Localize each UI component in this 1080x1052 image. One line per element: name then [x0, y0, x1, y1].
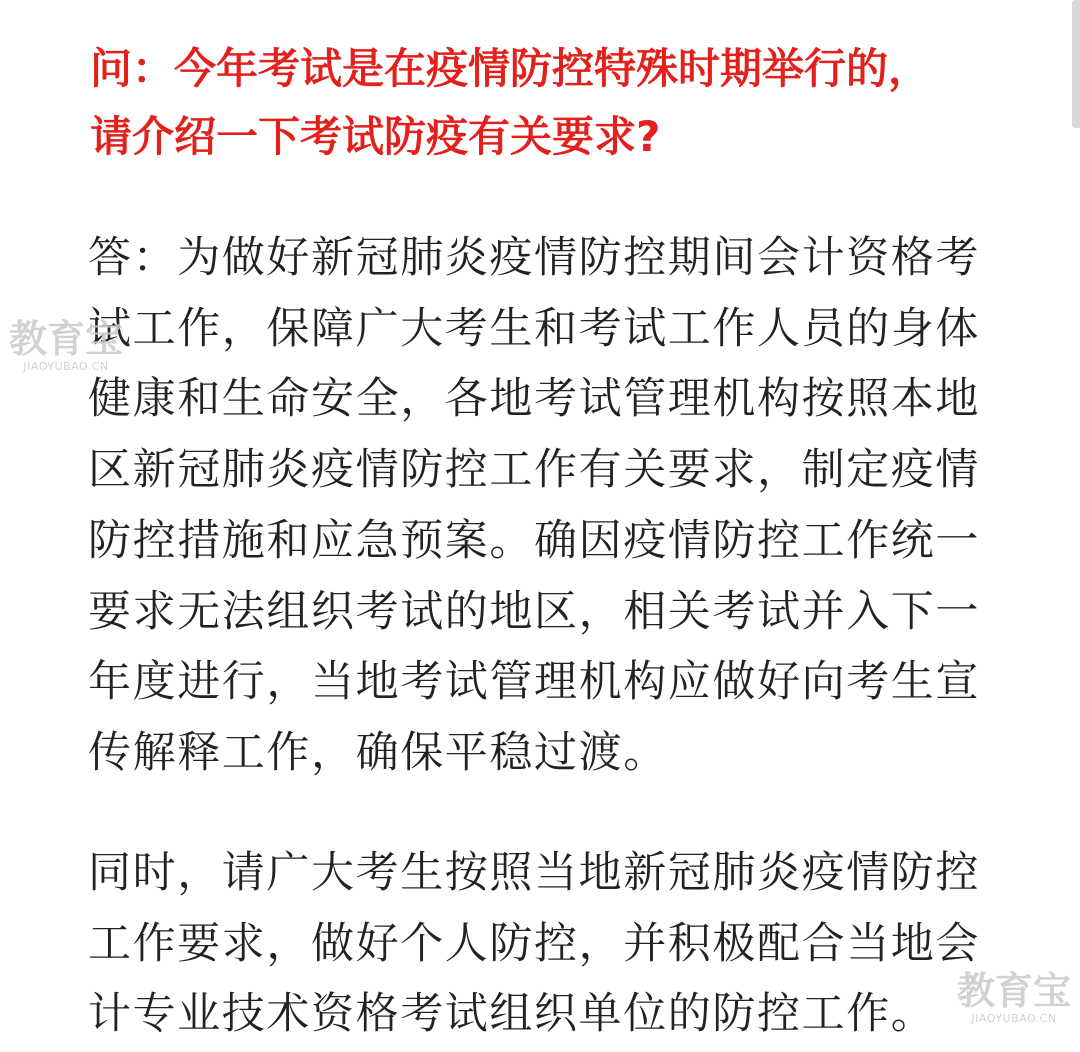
answer-paragraph	[88, 223, 980, 789]
question-line: 问：今年考试是在疫情防控特殊时期举行的，	[90, 44, 931, 93]
watermark-url-text: JIAOYUBAO.CN	[971, 1012, 1057, 1025]
closing-line: 计专业技术资格考试组织单位的防控工作。	[88, 989, 936, 1040]
question-line: 请介绍一下考试防疫有关要求?	[90, 112, 661, 161]
answer-line: 传解释工作，确保平稳过渡。	[88, 727, 668, 778]
answer-line: 防控措施和应急预案。确因疫情防控工作统一	[88, 515, 980, 566]
closing-paragraph	[88, 838, 980, 1050]
scroll-indicator[interactable]	[1072, 0, 1080, 128]
watermark-url-text: JIAOYUBAO.CN	[23, 360, 109, 373]
answer-line: 要求无法组织考试的地区，相关考试并入下一	[88, 586, 980, 637]
answer-line: 区新冠肺炎疫情防控工作有关要求，制定疫情	[88, 445, 980, 496]
watermark-logo-text: 教育宝	[956, 969, 1071, 1013]
watermark-logo	[0, 318, 132, 374]
answer-line: 答：为做好新冠肺炎疫情防控期间会计资格考	[88, 233, 980, 283]
answer-line: 试工作，保障广大考生和考试工作人员的身体	[88, 303, 980, 354]
watermark-logo	[948, 970, 1080, 1026]
closing-line: 工作要求，做好个人防控，并积极配合当地会	[88, 918, 980, 969]
answer-line: 年度进行，当地考试管理机构应做好向考生宣	[88, 657, 980, 708]
question-heading	[90, 35, 1050, 171]
closing-line: 同时，请广大考生按照当地新冠肺炎疫情防控	[88, 848, 980, 898]
watermark-logo-text: 教育宝	[8, 317, 123, 361]
answer-line: 健康和生命安全，各地考试管理机构按照本地	[88, 374, 980, 425]
